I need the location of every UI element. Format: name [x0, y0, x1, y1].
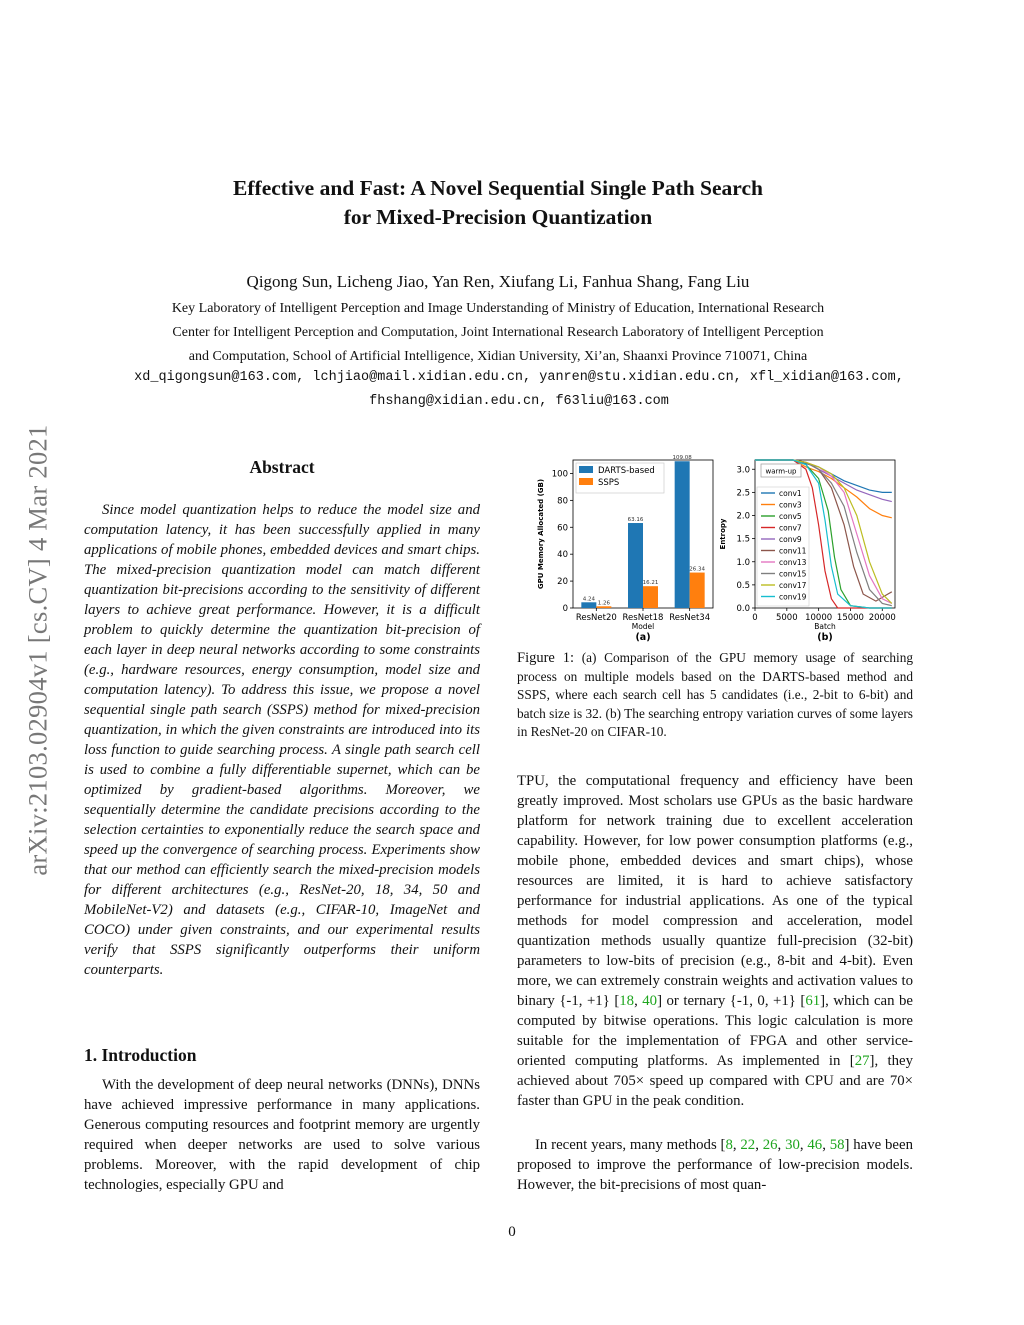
legend-label: conv11: [779, 546, 807, 556]
chart-entropy-curves: [715, 452, 905, 644]
legend-label: conv7: [779, 523, 802, 533]
bar-value-label: 109.08: [672, 455, 692, 462]
y-tick-label: 60: [557, 523, 568, 534]
citation-27[interactable]: 27: [854, 1053, 870, 1069]
y-tick-label: 3.0: [736, 465, 750, 476]
rp2-part1: In recent years, many methods [: [535, 1137, 726, 1153]
citation-30[interactable]: 30: [785, 1137, 800, 1153]
legend-label: SSPS: [598, 478, 620, 488]
x-tick-label: 0: [752, 613, 758, 623]
bar-ssps: [690, 573, 705, 608]
y-tick-label: 1.5: [736, 534, 750, 545]
right-paragraph-1: [517, 771, 913, 1111]
citation-26[interactable]: 26: [762, 1137, 778, 1153]
caption-label: Figure 1:: [517, 650, 575, 666]
page-number: 0: [508, 1224, 516, 1240]
x-tick-label: 20000: [868, 613, 896, 623]
citation-18[interactable]: 18: [619, 993, 635, 1009]
y-tick-label: 2.5: [736, 488, 750, 499]
legend-label: conv17: [779, 581, 807, 590]
citation-40[interactable]: 40: [642, 993, 658, 1009]
x-tick-label: 15000: [836, 613, 864, 623]
legend-label: conv3: [779, 500, 802, 510]
legend-swatch: [579, 478, 593, 485]
rp1-part3: ], which can be computed by bitwise operations. This logic calculation is more suitable for the implementation of FPGA and other service-oriented computing platforms. As implemented in [: [517, 993, 913, 1069]
title-line-2: for Mixed-Precision Quantization: [343, 205, 653, 229]
x-tick-label: ResNet34: [669, 613, 711, 623]
legend-label: conv9: [779, 535, 802, 544]
legend-label: conv1: [779, 489, 802, 498]
bar-darts-based: [675, 461, 690, 608]
figure-1a: [535, 452, 720, 644]
x-tick-label: ResNet18: [622, 613, 664, 623]
x-tick-label: ResNet20: [575, 613, 617, 623]
x-tick-label: 5000: [775, 613, 798, 623]
bar-ssps: [643, 586, 658, 608]
bar-value-label: 4.24: [582, 596, 595, 603]
email-line-1: xd_qigongsun@163.com, lchjiao@mail.xidian.edu.cn, yanren@stu.xidian.edu.cn, xfl_xidian@163.com,: [134, 370, 904, 385]
authors: Qigong Sun, Licheng Jiao, Yan Ren, Xiufang Li, Fanhua Shang, Fang Liu: [246, 272, 750, 291]
caption-text: (a) Comparison of the GPU memory usage of searching process on multiple models based on the DARTS-based method and SSPS, where each search cell has 5 candidates (i.e., 2-bit to 6-bit) and batch size is 32. (b) The searching entropy variation curves of some layers in ResNet-20 on CIFAR-10.: [517, 650, 914, 739]
legend-label: DARTS-based: [598, 466, 655, 476]
figure-caption: [517, 649, 913, 742]
subfigure-label-b: (b): [817, 632, 833, 643]
y-axis-label: Entropy: [719, 518, 727, 550]
legend-swatch: [579, 466, 593, 473]
x-tick-label: 10000: [805, 613, 833, 623]
chart-memory-usage: [535, 452, 720, 644]
y-axis-label: GPU Memory Allocated (GB): [537, 478, 545, 590]
y-tick-label: 40: [557, 550, 568, 561]
y-tick-label: 1.0: [736, 557, 750, 568]
legend-label: conv13: [779, 558, 807, 567]
citation-separator: ,: [822, 1137, 830, 1153]
rp1-part4: ], they achieved about 705× speed up compared with CPU and are 70× faster than GPU in the peak condition.: [517, 1053, 913, 1109]
x-axis-label: Model: [631, 622, 655, 631]
bar-value-label: 16.21: [642, 580, 659, 587]
y-tick-label: 20: [557, 577, 568, 588]
citation-separator: ,: [799, 1137, 808, 1153]
citation-22[interactable]: 22: [740, 1137, 756, 1153]
rp2-part2: ] have been proposed to improve the performance of low-precision models. However, the bit-precisions of most quan-: [517, 1137, 913, 1193]
citation-8[interactable]: 8: [725, 1137, 733, 1153]
citation-61[interactable]: 61: [805, 993, 821, 1009]
y-tick-label: 0: [562, 604, 568, 614]
citation-58[interactable]: 58: [829, 1137, 845, 1153]
annotation-warm-up: warm-up: [765, 467, 797, 476]
bar-darts-based: [581, 602, 596, 608]
arxiv-stamp: [8, 370, 68, 930]
legend-label: conv15: [779, 569, 807, 579]
right-paragraph-2: [517, 1135, 913, 1195]
citation-separator: ,: [777, 1137, 786, 1153]
citation-separator: ,: [732, 1137, 741, 1153]
y-tick-label: 0.5: [736, 580, 750, 591]
bar-value-label: 63.16: [627, 517, 644, 524]
y-tick-label: 100: [551, 469, 568, 480]
affiliation-line-3: and Computation, School of Artificial Intelligence, Xidian University, Xi’an, Shaanxi Province 710071, China: [188, 349, 808, 364]
email-line-2: fhshang@xidian.edu.cn, f63liu@163.com: [369, 394, 669, 409]
intro-text: With the development of deep neural networks (DNNs), DNNs have achieved impressive performance in many applications. Generous computing resources and footprint memory are urgently required when deeper networks are used to solve various problems. Moreover, with the rapid development of chip technologies, especially GPU and: [84, 1077, 480, 1193]
subfigure-label-a: (a): [635, 632, 651, 643]
abstract-heading: Abstract: [249, 457, 315, 477]
rp1-part2: ] or ternary {-1, 0, +1} [: [657, 993, 806, 1009]
title-line-1: Effective and Fast: A Novel Sequential Single Path Search: [233, 176, 763, 200]
y-tick-label: 80: [557, 496, 568, 507]
rp1-comma: ,: [634, 993, 643, 1009]
bar-value-label: 1.26: [597, 600, 610, 607]
bar-ssps: [596, 606, 611, 608]
y-tick-label: 2.0: [736, 511, 750, 522]
legend-label: conv5: [779, 512, 802, 521]
bar-value-label: 26.34: [689, 566, 706, 573]
abstract-text: Since model quantization helps to reduce the model size and computation latency, it has been successfully applied in many applications of mobile phones, embedded devices and smart chips. The mixed-precision quantization model can match different quantization bit-precisions according to the sensitivity of different layers to achieve great performance. However, it is a difficult problem to quickly determine the quantization bit-precision of each layer in deep neural networks according to some constraints (e.g., hardware resources, energy consumption, model size and computation latency). To address this issue, we propose a novel sequential single path search (SSPS) method for mixed-precision quantization, in which the given constraints are introduced into its loss function to guide searching process. A single path search cell is used to combine a fully differentiable supernet, which can be optimized by gradient-based algorithms. Moreover, we sequentially determine the candidate precisions according to the selection certainties to exponentially reduce the search space and speed up the convergence of searching process. Experiments show that our method can efficiently search the mixed-precision models for different architectures (e.g., ResNet-20, 18, 34, 50 and MobileNet-V2) and datasets (e.g., CIFAR-10, ImageNet and COCO) under given constraints, and our experimental results verify that SSPS significantly outperforms their uniform counterparts.: [84, 502, 480, 978]
arxiv-stamp-text: arXiv:2103.02904v1 [cs.CV] 4 Mar 2021: [22, 424, 53, 876]
legend-label: conv19: [779, 592, 807, 602]
bar-darts-based: [628, 523, 643, 608]
citation-separator: ,: [755, 1137, 763, 1153]
affiliation: [100, 297, 896, 369]
y-tick-label: 0.0: [736, 604, 750, 614]
rp1-part1: TPU, the computational frequency and efficiency have been greatly improved. Most scholars use GPUs as the basic hardware platform for network training due to excellent acceleration capability. However, for low power consumption platforms (e.g., mobile phone, embedded devices and smart chips), whose resources are limited, it is hard to achieve satisfactory performance for industrial applications. As one of the typical methods for model compression and acceleration, model quantization methods usually quantize full-precision (32-bit) parameters to low-bits of precision (e.g., 8-bit and 4-bit). Even more, we can extremely constrain weights and activation values to binary {-1, +1} [: [517, 773, 913, 1009]
x-axis-label: Batch: [814, 622, 836, 631]
paper-title: [100, 174, 896, 232]
affiliation-line-1: Key Laboratory of Intelligent Perception and Image Understanding of Ministry of Education, International Research: [171, 301, 825, 316]
intro-heading: 1. Introduction: [84, 1045, 197, 1065]
citation-46[interactable]: 46: [807, 1137, 823, 1153]
affiliation-line-2: Center for Intelligent Perception and Computation, Joint International Research Laboratory of Intelligent Perception: [172, 325, 824, 340]
figure-1b: [715, 452, 905, 644]
